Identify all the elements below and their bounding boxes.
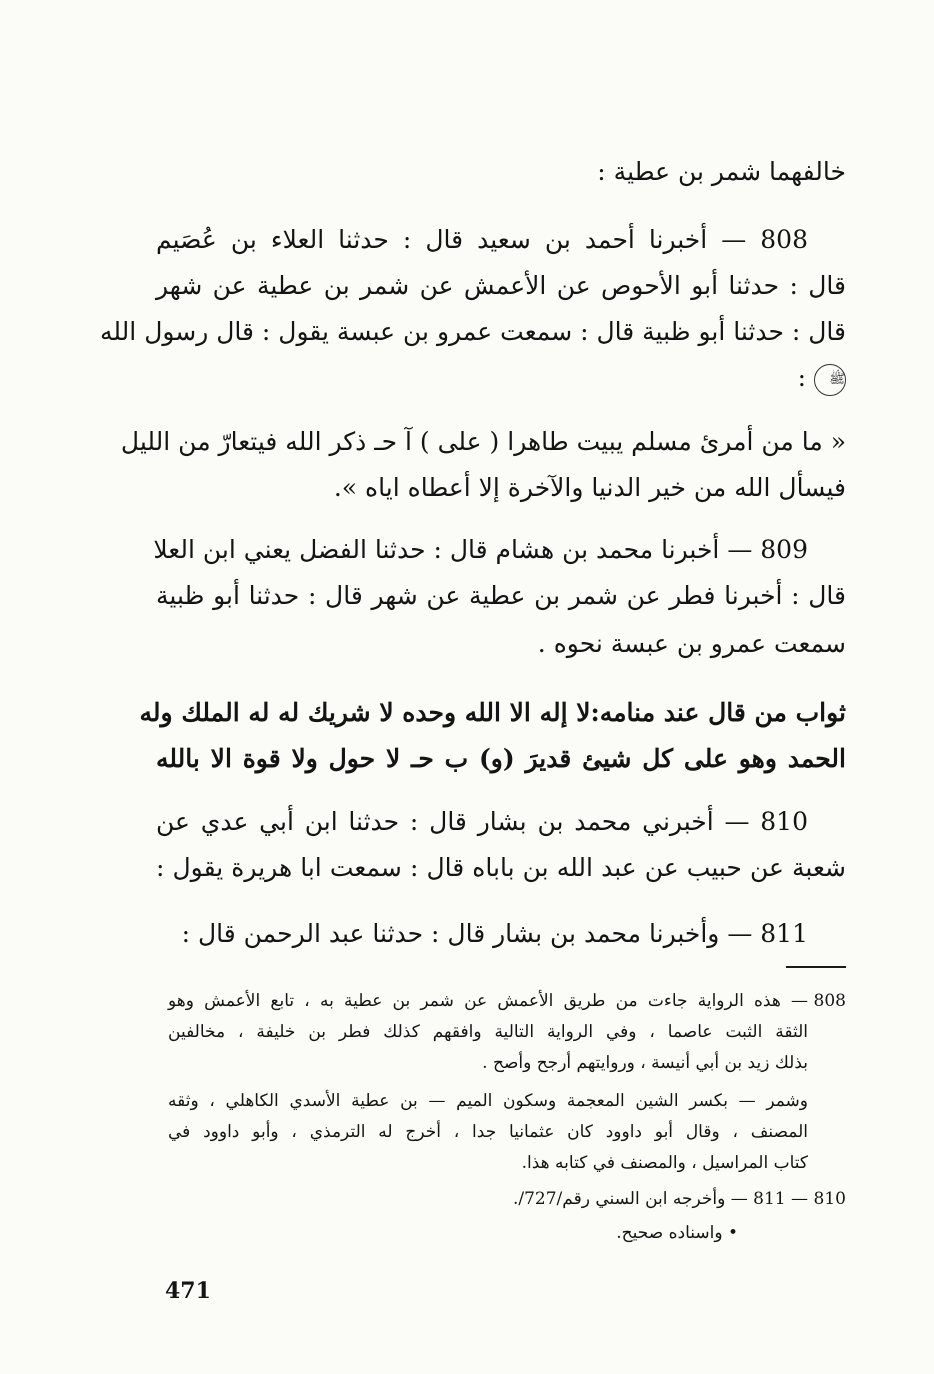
hadith-810-text-1: — أخبرني محمد بن بشار قال : حدثنا ابن أبي عدي عن <box>156 807 750 836</box>
footnote-number-808: 808 <box>813 991 846 1011</box>
hadith-number-808: 808 <box>760 225 808 254</box>
footnote-808-line-6: كتاب المراسيل ، والمصنف في كتابه هذا. <box>521 1153 808 1173</box>
hadith-808-line-3: قال : حدثنا أبو ظبية قال : سمعت عمرو بن عبسة يقول : قال رسول الله <box>100 317 846 346</box>
hadith-810-line-1 <box>156 800 808 844</box>
hadith-number-810: 810 <box>760 807 808 836</box>
page-number: 471 <box>165 1278 211 1304</box>
hadith-808-line-4 <box>156 356 846 400</box>
footnote-808-line-5: المصنف ، وقال أبو داوود كان عثمانيا جدا ، أخرج له الترمذي ، وأبو داوود في <box>168 1122 808 1142</box>
footnote-808-line-2: الثقة الثبت عاصما ، وفي الرواية التالية وافقهم كذلك فطر بن خليفة ، مخالفين <box>168 1022 808 1042</box>
footnote-810-line-1: — 811 — وأخرجه ابن السني رقم/727/. <box>512 1189 808 1209</box>
section-heading-line-1: ثواب من قال عند منامه:لا إله الا الله وحده لا شريك له له الملك وله <box>139 698 846 727</box>
hadith-809-line-3: سمعت عمرو بن عبسة نحوه . <box>537 629 846 658</box>
footnote-808-line-1: — هذه الرواية جاءت من طريق الأعمش عن شمر بن عطية به ، تابع الأعمش وهو <box>168 991 808 1011</box>
hadith-809-line-1 <box>153 528 808 572</box>
hadith-809-text-1: — أخبرنا محمد بن هشام قال : حدثنا الفضل يعني ابن العلا <box>153 535 753 564</box>
footnote-separator <box>786 966 846 968</box>
hadith-809-line-2: قال : أخبرنا فطر عن شمر بن عطية عن شهر قال : حدثنا أبو ظبية <box>156 581 846 610</box>
hadith-811-line-1 <box>156 912 808 956</box>
footnote-810-line-2: • واسناده صحيح. <box>616 1223 738 1243</box>
hadith-808-text-1: — أخبرنا أحمد بن سعيد قال : حدثنا العلاء بن عُصَيم <box>156 225 747 254</box>
footnote-808-line-4: وشمر — بكسر الشين المعجمة وسكون الميم — بن عطية الأسدي الكاهلي ، وثقه <box>168 1091 808 1111</box>
hadith-808-line-2: قال : حدثنا أبو الأحوص عن الأعمش عن شمر بن عطية عن شهر <box>156 271 846 300</box>
hadith-808-quote-1: « ما من أمرئ مسلم يبيت طاهرا ( على ) آ حـ ذكر الله فيتعارّ من الليل <box>120 427 846 456</box>
hadith-number-811: 811 <box>760 919 808 948</box>
section-heading-line-2: الحمد وهو على كل شيئ قديرَ (و) ب حـ لا حول ولا قوة الا بالله <box>156 744 846 773</box>
salutation-seal: ﷺ <box>814 364 846 396</box>
footnote-808-line-3: بذلك زيد بن أبي أنيسة ، وروايتهم أرجح وأصح . <box>482 1053 808 1073</box>
footnote-number-810: 810 <box>813 1189 846 1209</box>
hadith-808-quote-2: فيسأل الله من خير الدنيا والآخرة إلا أعطاه اياه ». <box>333 473 846 502</box>
hadith-811-text-1: — وأخبرنا محمد بن بشار قال : حدثنا عبد الرحمن قال : <box>181 919 753 948</box>
hadith-number-809: 809 <box>760 535 808 564</box>
hadith-808-colon: : <box>797 363 807 392</box>
hadith-808-line-1 <box>156 218 808 262</box>
intro-line: خالفهما شمر بن عطية : <box>597 157 846 186</box>
hadith-810-line-2: شعبة عن حبيب عن عبد الله بن باباه قال : سمعت ابا هريرة يقول : <box>156 853 846 882</box>
